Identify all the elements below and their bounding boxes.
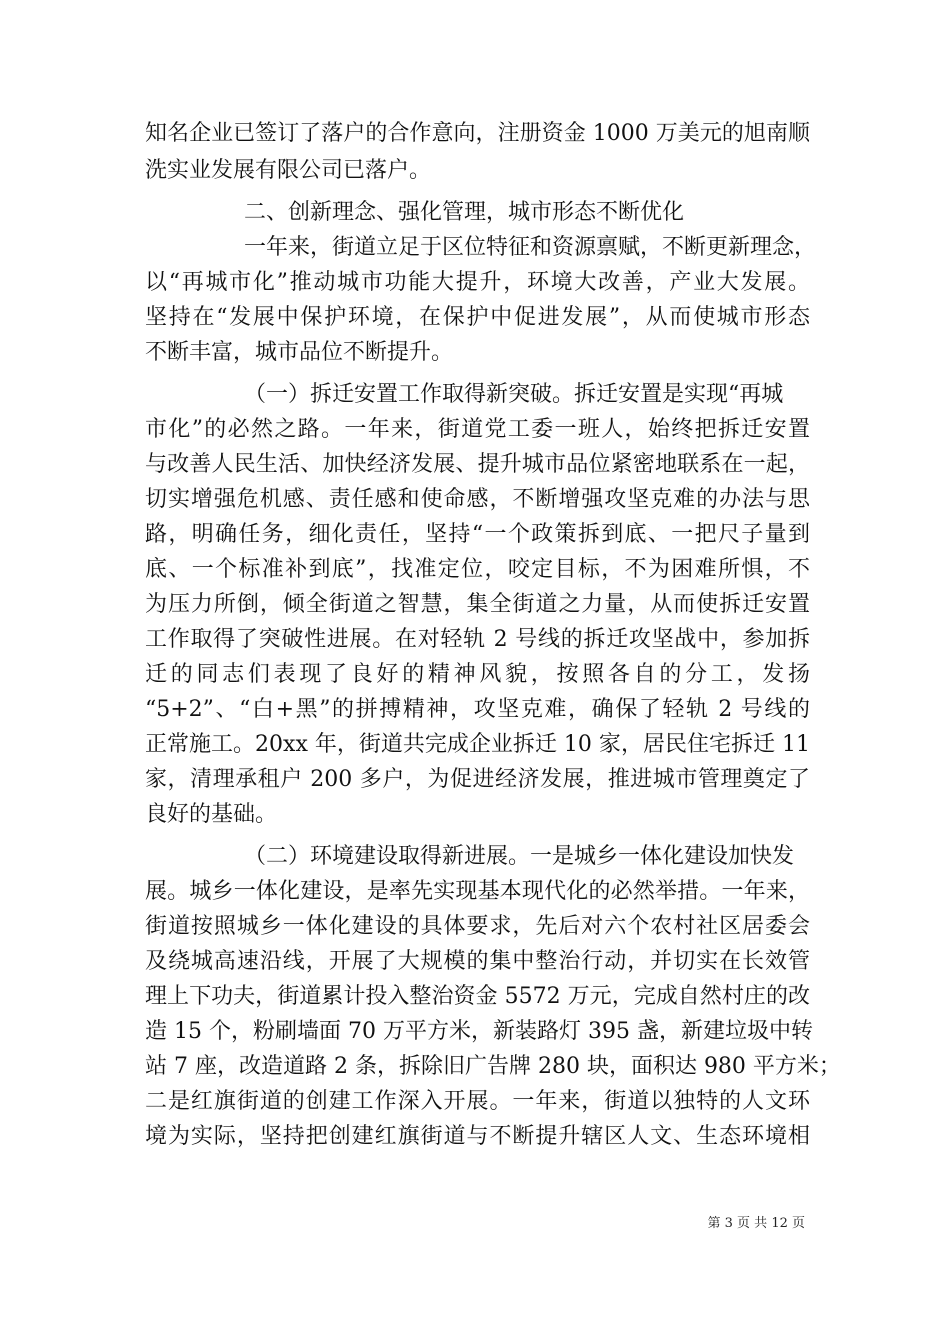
text-line: 市化”的必然之路。一年来，街道党工委一班人，始终把拆迁安置 [145,417,810,442]
text-line: 不断丰富，城市品位不断提升。 [145,340,454,365]
text-line: 坚持在“发展中保护环境，在保护中促进发展”，从而使城市形态 [145,305,810,330]
text-line: 正常施工。20xx 年，街道共完成企业拆迁 10 家，居民住宅拆迁 11 [145,732,810,757]
text-line: 洗实业发展有限公司已落户。 [145,158,432,183]
paragraph-first-line: （二）环境建设取得新进展。一是城乡一体化建设加快发 [244,844,795,869]
text-line: 切实增强危机感、责任感和使命感，不断增强攻坚克难的办法与思 [145,487,810,512]
text-line: 家，清理承租户 200 多户，为促进经济发展，推进城市管理奠定了 [145,767,810,792]
text-line: 及绕城高速沿线，开展了大规模的集中整治行动，并切实在长效管 [145,949,810,974]
text-line: 工作取得了突破性进展。在对轻轨 2 号线的拆迁攻坚战中，参加拆 [145,627,810,652]
text-line: 与改善人民生活、加快经济发展、提升城市品位紧密地联系在一起， [145,452,810,477]
paragraph-first-line: （一）拆迁安置工作取得新突破。拆迁安置是实现“再城 [244,382,784,407]
text-line: 街道按照城乡一体化建设的具体要求，先后对六个农村社区居委会 [145,914,810,939]
text-line: 站 7 座，改造道路 2 条，拆除旧广告牌 280 块，面积达 980 平方米； [145,1054,841,1079]
text-line: 知名企业已签订了落户的合作意向，注册资金 1000 万美元的旭南顺 [145,121,810,146]
text-line: “5+2”、“白+黑”的拼搏精神，攻坚克难，确保了轻轨 2 号线的 [145,697,810,722]
text-line: 境为实际，坚持把创建红旗街道与不断提升辖区人文、生态环境相 [145,1124,810,1149]
text-line: 为压力所倒，倾全街道之智慧，集全街道之力量，从而使拆迁安置 [145,592,810,617]
text-line: 以“再城市化”推动城市功能大提升，环境大改善，产业大发展。 [145,270,810,295]
text-line: 路，明确任务，细化责任，坚持“一个政策拆到底、一把尺子量到 [145,522,810,547]
text-line: 展。城乡一体化建设，是率先实现基本现代化的必然举措。一年来， [145,879,810,904]
text-line: 迁的同志们表现了良好的精神风貌，按照各自的分工，发扬 [145,662,810,687]
text-line: 二是红旗街道的创建工作深入开展。一年来，街道以独特的人文环 [145,1089,810,1114]
text-line: 造 15 个，粉刷墙面 70 万平方米，新装路灯 395 盏，新建垃圾中转 [145,1019,813,1044]
paragraph-first-line: 一年来，街道立足于区位特征和资源禀赋，不断更新理念， [244,235,817,260]
page-number-footer: 第 3 页 共 12 页 [707,1216,805,1231]
text-line: 底、一个标准补到底”，找准定位，咬定目标，不为困难所惧，不 [145,557,810,582]
text-line: 理上下功夫，街道累计投入整治资金 5572 万元，完成自然村庄的改 [145,984,810,1009]
section-heading: 二、创新理念、强化管理，城市形态不断优化 [244,200,685,225]
text-line: 良好的基础。 [145,802,278,827]
